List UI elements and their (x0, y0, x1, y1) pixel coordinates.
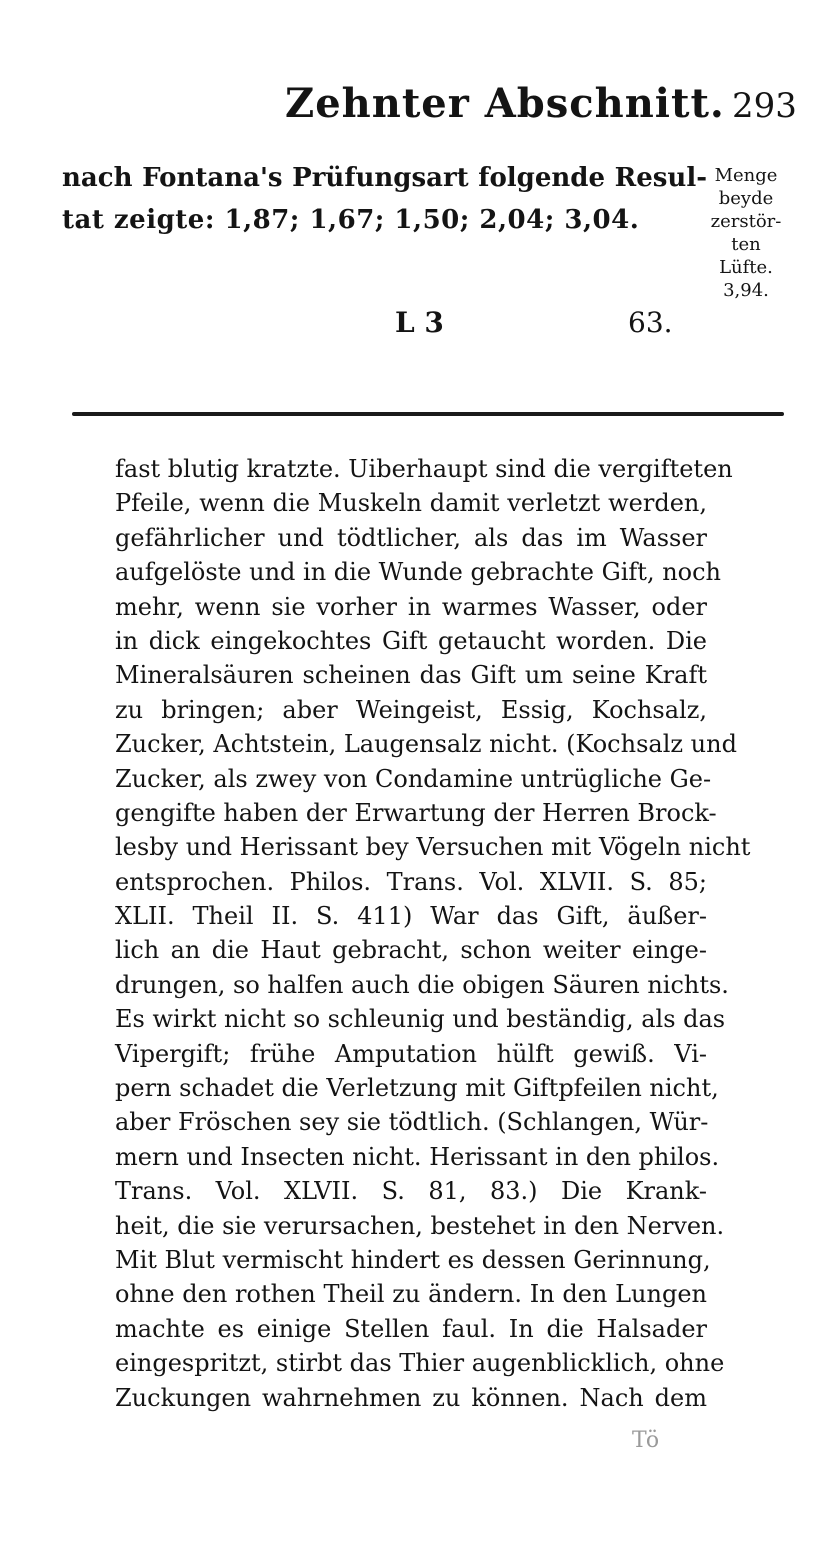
body-line: zu bringen; aber Weingeist, Essig, Kochsalz, (115, 695, 707, 724)
margin-note (700, 164, 792, 302)
body-line: Zucker, Achtstein, Laugensalz nicht. (Kochsalz und (115, 730, 737, 759)
body-line: heit, die sie verursachen, bestehet in den Nerven. (115, 1211, 725, 1240)
body-line: mehr, wenn sie vorher in warmes Wasser, oder (115, 592, 707, 621)
body-line: ohne den rothen Theil zu ändern. In den Lungen (115, 1280, 707, 1309)
body-line: Es wirkt nicht so schleunig und beständig, als das (115, 1005, 726, 1034)
body-line: aber Fröschen sey sie tödtlich. (Schlangen, Wür- (115, 1108, 709, 1137)
margin-note-line: beyde (718, 188, 774, 209)
body-line: entsprochen. Philos. Trans. Vol. XLVII. S. 85; (115, 867, 707, 896)
body-line: Zucker, als zwey von Condamine untrügliche Ge- (115, 764, 712, 793)
body-line: XLII. Theil II. S. 411) War das Gift, äußer- (115, 902, 707, 931)
body-line: pern schadet die Verletzung mit Giftpfeilen nicht, (115, 1074, 719, 1103)
signature-number: 63. (628, 306, 673, 339)
margin-note-line: zerstör- (710, 211, 782, 232)
body-line: Trans. Vol. XLVII. S. 81, 83.) Die Krank- (115, 1177, 707, 1206)
body-line: Vipergift; frühe Amputation hülft gewiß. Vi- (115, 1039, 707, 1068)
body-line: Mit Blut vermischt hindert es dessen Gerinnung, (115, 1245, 711, 1274)
horizontal-rule (72, 412, 784, 416)
body-line: Mineralsäuren scheinen das Gift um seine Kraft (115, 661, 707, 690)
margin-note-line: Lüfte. (719, 257, 773, 278)
top-text-line-2: tat zeigte: 1,87; 1,67; 1,50; 2,04; 3,04. (62, 205, 640, 235)
body-line: drungen, so halfen auch die obigen Säuren nichts. (115, 970, 729, 999)
margin-note-line: Menge (714, 165, 778, 186)
body-line: mern und Insecten nicht. Herissant in den philos. (115, 1142, 720, 1171)
body-line: gefährlicher und tödtlicher, als das im Wasser (115, 523, 707, 552)
margin-note-line: ten (731, 234, 761, 255)
body-line: fast blutig kratzte. Uiberhaupt sind die vergifteten (115, 455, 733, 483)
body-line: lich an die Haut gebracht, schon weiter einge- (115, 936, 707, 965)
body-line: Zuckungen wahrnehmen zu können. Nach dem (115, 1383, 707, 1412)
body-line: machte es einige Stellen faul. In die Halsader (115, 1314, 707, 1343)
body-line: lesby und Herissant bey Versuchen mit Vögeln nicht (115, 833, 751, 862)
body-line: eingespritzt, stirbt das Thier augenblicklich, ohne (115, 1349, 725, 1378)
signature-mark: L 3 (395, 306, 444, 339)
body-text (115, 452, 751, 1415)
catchword: Tö (632, 1428, 660, 1453)
body-line: gengifte haben der Erwartung der Herren Brock- (115, 798, 717, 827)
page-number: 293 (732, 86, 797, 126)
body-line: in dick eingekochtes Gift getaucht worden. Die (115, 626, 707, 655)
running-head: Zehnter Abschnitt. (285, 80, 725, 127)
body-line: aufgelöste und in die Wunde gebrachte Gift, noch (115, 558, 721, 587)
margin-note-line: 3,94. (723, 280, 769, 301)
top-text-line-1: nach Fontana's Prüfungsart folgende Resul- (62, 163, 707, 193)
body-line: Pfeile, wenn die Muskeln damit verletzt werden, (115, 489, 707, 518)
